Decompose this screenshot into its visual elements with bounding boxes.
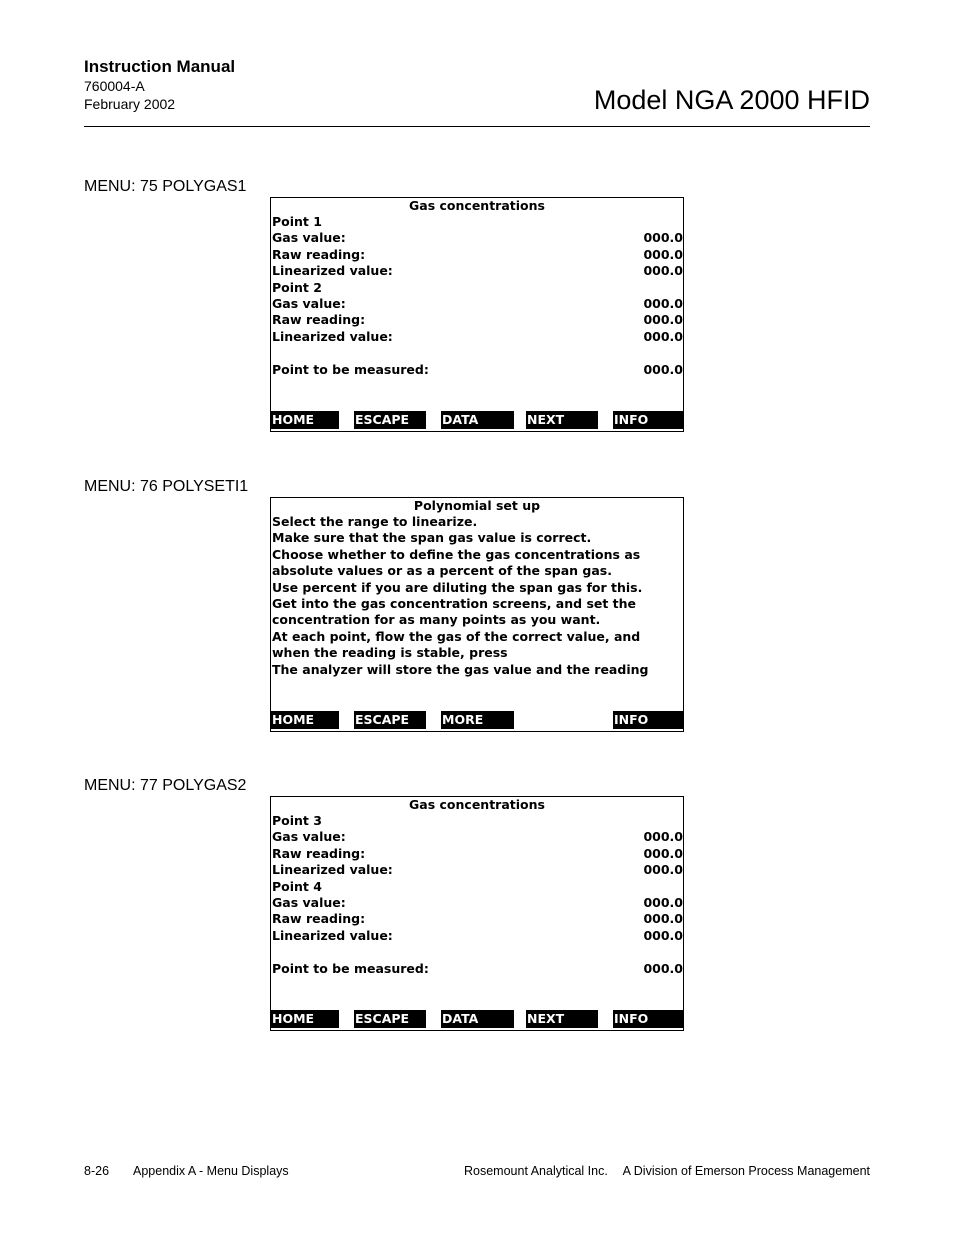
screen-rows xyxy=(272,214,683,378)
next-key[interactable]: NEXT xyxy=(526,411,598,429)
function-keys xyxy=(271,411,683,429)
row-point-4 xyxy=(272,879,683,895)
row-value: 000.0 xyxy=(643,927,683,943)
row-gas-value xyxy=(272,230,683,246)
help-line: Get into the gas concentration screens, and set the xyxy=(272,595,637,611)
footer-company: Rosemount Analytical Inc. xyxy=(464,1164,608,1178)
row-linearized-value xyxy=(272,862,683,878)
info-key[interactable]: INFO xyxy=(613,411,683,429)
home-key[interactable]: HOME xyxy=(271,711,339,729)
help-line: Use percent if you are diluting the span gas for this. xyxy=(272,579,643,595)
screen-title: Polynomial set up xyxy=(413,498,541,513)
row-label: Gas value: xyxy=(272,829,346,845)
home-key[interactable]: HOME xyxy=(271,1010,339,1028)
header-divider xyxy=(84,126,870,127)
home-key[interactable]: HOME xyxy=(271,411,339,429)
row-blank xyxy=(272,345,683,361)
row-label: Gas value: xyxy=(272,894,346,910)
screen-rows xyxy=(272,813,683,977)
row-linearized-value xyxy=(272,928,683,944)
row-value: 000.0 xyxy=(643,361,683,377)
help-line: At each point, flow the gas of the correct value, and xyxy=(272,628,641,644)
row-label: Raw reading: xyxy=(272,845,366,861)
footer-division: A Division of Emerson Process Management xyxy=(622,1164,870,1178)
doc-number: 760004-A xyxy=(84,78,145,94)
row-label: Linearized value: xyxy=(272,328,393,344)
row-value: 000.0 xyxy=(643,911,683,927)
help-line: concentration for as many points as you want. xyxy=(272,612,601,628)
info-key[interactable]: INFO xyxy=(613,711,683,729)
row-value: 000.0 xyxy=(643,263,683,279)
menu-label-76: MENU: 76 POLYSETI1 xyxy=(84,478,249,495)
row-value: 000.0 xyxy=(643,312,683,328)
row-gas-value xyxy=(272,895,683,911)
help-line: when the reading is stable, press xyxy=(272,645,508,661)
row-label: Gas value: xyxy=(272,295,346,311)
menu-label-75: MENU: 75 POLYGAS1 xyxy=(84,178,247,195)
row-label: Raw reading: xyxy=(272,312,366,328)
screen-polygas1 xyxy=(270,197,684,432)
screen-polyseti1 xyxy=(270,497,684,732)
row-point-3 xyxy=(272,813,683,829)
row-gas-value xyxy=(272,296,683,312)
next-key[interactable]: NEXT xyxy=(526,1010,598,1028)
row-value: 000.0 xyxy=(643,845,683,861)
row-point-to-be-measured xyxy=(272,961,683,977)
row-value: 000.0 xyxy=(643,862,683,878)
row-value: 000.0 xyxy=(643,328,683,344)
row-blank xyxy=(272,944,683,960)
row-raw-reading xyxy=(272,846,683,862)
row-value: 000.0 xyxy=(643,960,683,976)
help-line: Choose whether to define the gas concentrations as xyxy=(272,546,641,562)
header-left xyxy=(84,57,235,113)
row-label: Point 4 xyxy=(272,878,322,894)
row-point-2 xyxy=(272,280,683,296)
help-line: absolute values or as a percent of the span gas. xyxy=(272,563,612,579)
escape-key[interactable]: ESCAPE xyxy=(354,411,426,429)
page-number: 8-26 xyxy=(84,1164,110,1178)
footer-section: Appendix A - Menu Displays xyxy=(133,1164,289,1178)
row-label: Linearized value: xyxy=(272,862,393,878)
more-key[interactable]: MORE xyxy=(441,711,514,729)
row-gas-value xyxy=(272,829,683,845)
data-key[interactable]: DATA xyxy=(441,411,514,429)
row-label: Raw reading: xyxy=(272,246,366,262)
row-point-to-be-measured xyxy=(272,362,683,378)
help-line: Select the range to linearize. xyxy=(272,514,478,529)
menu-label-77: MENU: 77 POLYGAS2 xyxy=(84,777,247,794)
row-label: Linearized value: xyxy=(272,263,393,279)
function-keys xyxy=(271,1010,683,1028)
info-key[interactable]: INFO xyxy=(613,1010,683,1028)
row-linearized-value xyxy=(272,263,683,279)
screen-title: Gas concentrations xyxy=(409,198,545,213)
row-label: Point 3 xyxy=(272,813,322,828)
row-value: 000.0 xyxy=(643,894,683,910)
row-label: Point 1 xyxy=(272,214,322,229)
row-label: Gas value: xyxy=(272,230,346,246)
row-linearized-value xyxy=(272,329,683,345)
manual-title: Instruction Manual xyxy=(84,57,236,76)
data-key[interactable]: DATA xyxy=(441,1010,514,1028)
row-label: Raw reading: xyxy=(272,911,366,927)
help-text xyxy=(272,514,681,678)
help-line: Make sure that the span gas value is correct. xyxy=(272,530,592,546)
row-label: Point 2 xyxy=(272,279,322,295)
row-label: Linearized value: xyxy=(272,927,393,943)
row-value: 000.0 xyxy=(643,230,683,246)
row-value: 000.0 xyxy=(643,829,683,845)
row-raw-reading xyxy=(272,312,683,328)
row-value: 000.0 xyxy=(643,246,683,262)
row-point-1 xyxy=(272,214,683,230)
row-value: 000.0 xyxy=(643,295,683,311)
doc-date: February 2002 xyxy=(84,96,176,112)
help-line: The analyzer will store the gas value and the reading xyxy=(272,661,649,677)
escape-key[interactable]: ESCAPE xyxy=(354,1010,426,1028)
function-keys xyxy=(271,711,683,729)
screen-polygas2 xyxy=(270,796,684,1031)
row-label: Point to be measured: xyxy=(272,960,429,976)
escape-key[interactable]: ESCAPE xyxy=(354,711,426,729)
row-raw-reading xyxy=(272,247,683,263)
model-title: Model NGA 2000 HFID xyxy=(593,85,870,115)
row-label: Point to be measured: xyxy=(272,361,429,377)
screen-title: Gas concentrations xyxy=(409,797,545,812)
row-raw-reading xyxy=(272,911,683,927)
